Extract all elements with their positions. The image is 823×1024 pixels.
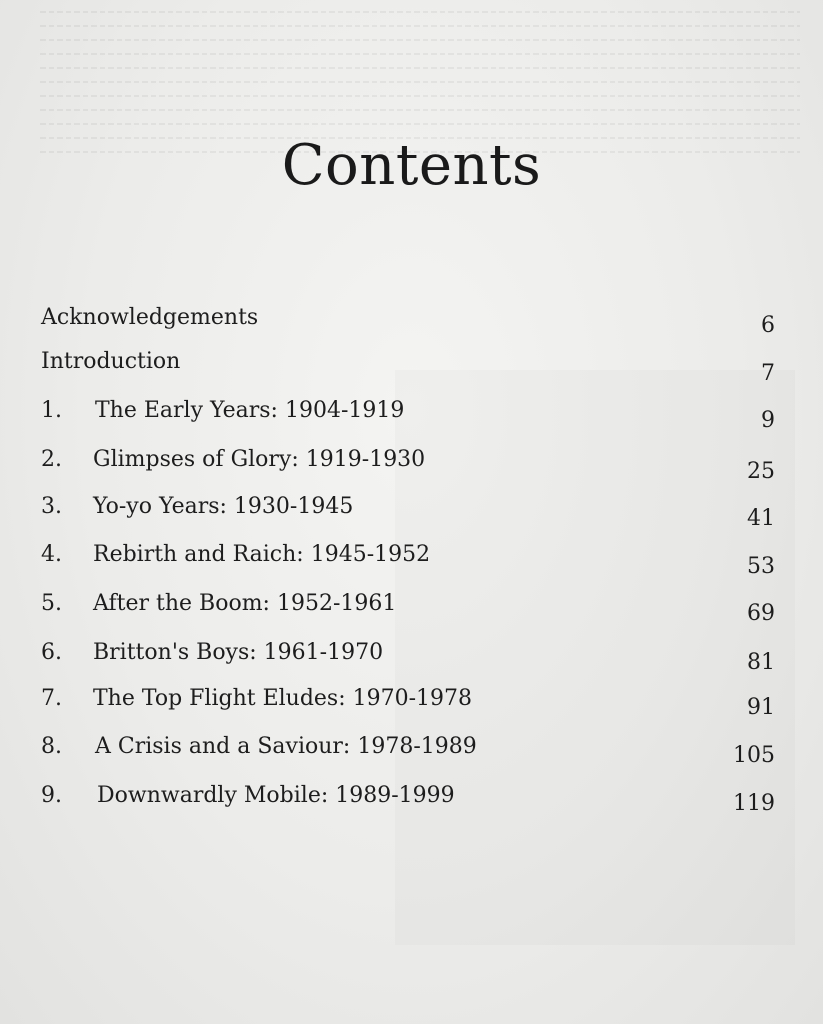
toc-entry-page: 7 [761, 361, 775, 386]
toc-entry-page: 81 [747, 650, 775, 675]
toc-entry-chapter-3 [0, 494, 823, 534]
toc-entry-label: Downwardly Mobile: 1989-1999 [97, 783, 455, 808]
toc-entry-page: 91 [747, 695, 775, 720]
toc-entry-number: 7. [41, 686, 62, 711]
toc-entry-chapter-4 [0, 542, 823, 582]
toc-entry-chapter-2 [0, 447, 823, 487]
toc-entry-page: 41 [747, 506, 775, 531]
toc-entry-number: 5. [41, 591, 62, 616]
toc-entry-label: Introduction [41, 349, 181, 374]
toc-entry-number: 3. [41, 494, 62, 519]
toc-entry-chapter-5 [0, 591, 823, 631]
toc-entry-number: 2. [41, 447, 62, 472]
toc-entry-page: 6 [761, 313, 775, 338]
toc-entry-page: 119 [733, 791, 775, 816]
toc-entry-label: Glimpses of Glory: 1919-1930 [93, 447, 426, 472]
toc-entry-acknowledgements [0, 305, 823, 345]
toc-entry-chapter-7 [0, 686, 823, 726]
toc-entry-number: 8. [41, 734, 62, 759]
toc-entry-chapter-6 [0, 640, 823, 680]
toc-entry-chapter-9 [0, 783, 823, 823]
toc-entry-label: Yo-yo Years: 1930-1945 [93, 494, 354, 519]
toc-entry-page: 69 [747, 601, 775, 626]
toc-entry-number: 1. [41, 398, 62, 423]
toc-entry-label: A Crisis and a Saviour: 1978-1989 [95, 734, 477, 759]
toc-entry-page: 9 [761, 408, 775, 433]
toc-entry-page: 53 [747, 554, 775, 579]
toc-entry-label: After the Boom: 1952-1961 [93, 591, 397, 616]
toc-entry-label: The Top Flight Eludes: 1970-1978 [93, 686, 473, 711]
toc-entry-label: Rebirth and Raich: 1945-1952 [93, 542, 431, 567]
toc-entry-label: Acknowledgements [41, 305, 259, 330]
toc-entry-chapter-8 [0, 734, 823, 774]
toc-entry-page: 25 [747, 459, 775, 484]
toc-entry-number: 6. [41, 640, 62, 665]
toc-entry-number: 4. [41, 542, 62, 567]
toc-entry-label: The Early Years: 1904-1919 [95, 398, 405, 423]
toc-entry-chapter-1 [0, 398, 823, 438]
toc-entry-page: 105 [733, 743, 775, 768]
toc-entry-introduction [0, 349, 823, 389]
toc-entry-label: Britton's Boys: 1961-1970 [93, 640, 384, 665]
page-title: Contents [281, 133, 542, 198]
toc-entry-number: 9. [41, 783, 62, 808]
